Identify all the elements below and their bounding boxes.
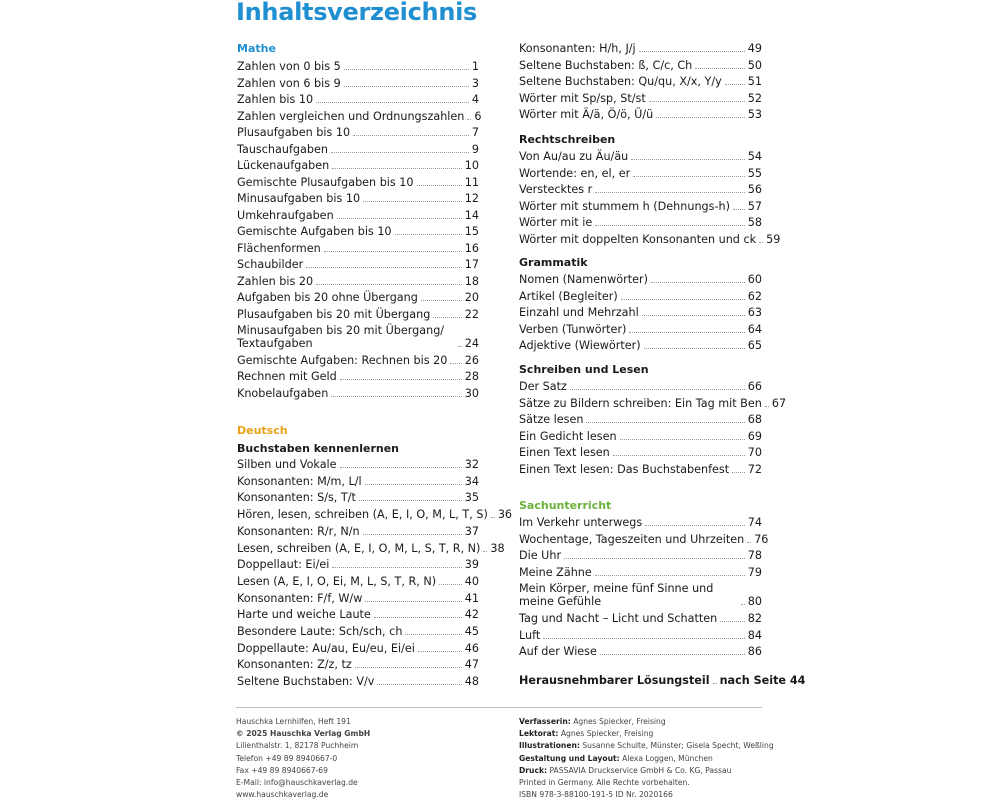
toc-leader-dots — [417, 185, 462, 186]
toc-leader-dots — [344, 69, 469, 70]
toc-entry-title: Konsonanten: M/m, L/l — [237, 474, 362, 488]
toc-entry-title: Konsonanten: S/s, T/t — [237, 491, 356, 505]
toc-entry — [237, 143, 479, 156]
toc-entry-page: 78 — [747, 549, 762, 563]
toc-entry — [519, 446, 762, 459]
toc-entry — [237, 387, 479, 400]
toc-entry-page: 26 — [464, 353, 479, 367]
toc-leader-dots — [365, 484, 462, 485]
toc-entry — [519, 430, 762, 443]
toc-entry — [237, 354, 479, 367]
imprint-line — [519, 753, 774, 765]
toc-entry — [237, 77, 479, 90]
toc-leader-dots — [332, 567, 461, 568]
toc-entry-title: Im Verkehr unterwegs — [519, 516, 643, 529]
toc-entry — [237, 475, 479, 488]
toc-entry-title: Sätze lesen — [519, 413, 584, 427]
toc-entry — [519, 645, 762, 658]
toc-leader-dots — [595, 575, 745, 576]
toc-entry-page: 65 — [747, 339, 762, 353]
toc-entry-page: 48 — [464, 675, 479, 689]
imprint-left — [236, 716, 370, 801]
imprint-right — [519, 716, 774, 801]
toc-entry — [519, 233, 781, 246]
toc-entry-title: Verben (Tunwörter) — [519, 322, 627, 336]
toc-entry-page: 10 — [464, 159, 479, 172]
imprint-line: E-Mail: info@hauschkaverlag.de — [236, 778, 358, 788]
imprint-line: Telefon +49 89 8940667-0 — [236, 753, 338, 763]
toc-entry-page: 84 — [747, 628, 762, 642]
toc-entry — [519, 396, 787, 410]
toc-entry-title: Aufgaben bis 20 ohne Übergang — [237, 291, 418, 304]
toc-entry — [237, 625, 479, 638]
section-heading: Rechtschreiben — [519, 133, 616, 146]
toc-leader-dots — [363, 201, 462, 202]
toc-entry — [237, 159, 479, 172]
toc-entry-page: 38 — [490, 541, 505, 555]
imprint-line: Lilienthalstr. 1, 82178 Puchheim — [236, 741, 359, 751]
imprint-line — [519, 716, 774, 728]
toc-leader-dots — [331, 152, 469, 153]
toc-entry-title: Konsonanten: R/r, N/n — [237, 524, 360, 538]
toc-leader-dots — [450, 363, 461, 364]
toc-entry — [237, 109, 482, 123]
toc-entry-page: 49 — [747, 42, 762, 55]
toc-entry-page: 52 — [747, 91, 762, 105]
imprint-line: Fax +49 89 8940667-69 — [236, 765, 328, 775]
toc-entry — [519, 413, 762, 426]
toc-entry-title: Minusaufgaben bis 20 mit Übergang/ Textaufgaben — [237, 324, 445, 350]
toc-entry — [237, 209, 479, 222]
toc-entry-page: 30 — [464, 386, 479, 400]
toc-entry-title: Seltene Buchstaben: ß, C/c, Ch — [519, 58, 693, 72]
toc-entry-page: 56 — [747, 183, 762, 197]
toc-leader-dots — [340, 379, 462, 380]
toc-entry — [519, 380, 762, 393]
imprint-line: Hauschka Lernhilfen, Heft 191 — [236, 717, 351, 726]
toc-entry-page: 55 — [747, 166, 762, 180]
toc-leader-dots — [433, 317, 461, 318]
toc-leader-dots — [765, 406, 769, 407]
toc-entry-title: Der Satz — [519, 380, 567, 393]
imprint-line — [519, 728, 774, 740]
toc-entry-page: 64 — [747, 322, 762, 336]
toc-entry-title: Tag und Nacht – Licht und Schatten — [519, 611, 718, 625]
toc-leader-dots — [418, 651, 462, 652]
toc-entry-page: 80 — [747, 595, 762, 609]
toc-entry — [237, 291, 479, 304]
toc-entry-title: Zahlen bis 10 — [237, 93, 314, 106]
toc-entry-title: Rechnen mit Geld — [237, 370, 337, 383]
toc-leader-dots — [732, 472, 745, 473]
toc-entry — [519, 532, 769, 546]
toc-entry-page: 62 — [747, 289, 762, 303]
toc-entry — [237, 126, 479, 139]
section-heading: Schreiben und Lesen — [519, 363, 649, 376]
toc-entry — [237, 308, 479, 321]
toc-leader-dots — [600, 654, 745, 655]
toc-entry — [519, 183, 762, 196]
toc-entry-page: 12 — [464, 192, 479, 205]
toc-leader-dots — [491, 517, 495, 518]
toc-leader-dots — [741, 604, 745, 605]
toc-entry-page: 74 — [747, 516, 762, 529]
page-title: Inhaltsverzeichnis — [236, 0, 478, 26]
toc-entry — [519, 516, 762, 529]
toc-entry-title: Wörter mit stummem h (Dehnungs-h) — [519, 199, 730, 213]
toc-entry-page: 11 — [464, 175, 479, 189]
imprint-label: Lektorat: — [519, 729, 559, 739]
toc-entry-page: 86 — [747, 645, 762, 659]
toc-leader-dots — [595, 192, 745, 193]
toc-leader-dots — [543, 638, 744, 639]
toc-entry-title: Konsonanten: H/h, J/j — [519, 42, 636, 55]
toc-entry-title: Ein Gedicht lesen — [519, 429, 617, 443]
toc-entry — [237, 258, 479, 271]
toc-entry — [237, 458, 479, 471]
toc-entry-title: Doppellaut: Ei/ei — [237, 558, 330, 572]
toc-leader-dots — [344, 86, 469, 87]
footer-divider — [236, 707, 762, 708]
toc-entry-page: 4 — [471, 93, 479, 106]
imprint-line — [519, 765, 774, 777]
toc-entry-page: 79 — [747, 565, 762, 579]
toc-entry — [519, 629, 762, 642]
imprint-value: Printed in Germany. Alle Rechte vorbehalten. — [519, 778, 690, 788]
toc-entry-title: Zahlen von 0 bis 5 — [237, 60, 341, 73]
toc-entry — [237, 642, 479, 655]
toc-entry — [519, 339, 762, 352]
toc-entry-page: 40 — [464, 574, 479, 588]
toc-entry — [237, 608, 479, 621]
toc-leader-dots — [564, 558, 745, 559]
imprint-line: www.hauschkaverlag.de — [236, 790, 329, 800]
toc-leader-dots — [353, 135, 469, 136]
toc-entry-title: Gemischte Aufgaben bis 10 — [237, 225, 392, 238]
toc-entry-title: Zahlen vergleichen und Ordnungszahlen — [237, 109, 465, 123]
toc-entry-title: Herausnehmbarer Lösungsteil — [519, 674, 710, 687]
toc-entry-page: 9 — [471, 142, 479, 156]
section-heading: Sachunterricht — [519, 499, 612, 512]
toc-entry-page: 50 — [747, 58, 762, 72]
section-heading: Mathe — [237, 42, 276, 55]
toc-leader-dots — [332, 168, 462, 169]
toc-entry-page: 22 — [464, 307, 479, 321]
imprint-line — [519, 789, 774, 801]
toc-entry-page: 46 — [464, 641, 479, 655]
toc-entry — [237, 541, 505, 555]
toc-entry-title: Die Uhr — [519, 549, 562, 563]
toc-entry — [237, 242, 479, 255]
toc-leader-dots — [644, 348, 745, 349]
toc-entry-page: 35 — [464, 491, 479, 505]
toc-entry-title: Silben und Vokale — [237, 458, 337, 471]
toc-leader-dots — [620, 439, 745, 440]
toc-entry-title: Flächenformen — [237, 241, 321, 255]
toc-entry — [237, 491, 479, 504]
toc-leader-dots — [713, 683, 717, 684]
toc-entry-title: Knobelaufgaben — [237, 386, 329, 400]
toc-entry-title: Gemischte Aufgaben: Rechnen bis 20 — [237, 353, 448, 367]
imprint-label: Gestaltung und Layout: — [519, 753, 620, 763]
imprint-label: Druck: — [519, 765, 548, 775]
toc-entry-title: Seltene Buchstaben: V/v — [237, 675, 375, 689]
toc-entry — [237, 525, 479, 538]
toc-entry-page: nach Seite 44 — [719, 674, 806, 687]
toc-entry-page: 63 — [747, 306, 762, 320]
toc-leader-dots — [629, 332, 744, 333]
toc-leader-dots — [631, 159, 744, 160]
toc-entry-page: 32 — [464, 458, 479, 471]
toc-entry-title: Konsonanten: F/f, W/w — [237, 591, 363, 605]
toc-entry-title: Wochentage, Tageszeiten und Uhrzeiten — [519, 532, 745, 546]
toc-entry-page: 28 — [464, 370, 479, 383]
toc-leader-dots — [374, 617, 462, 618]
toc-leader-dots — [421, 300, 462, 301]
toc-entry-title: Konsonanten: Z/z, tz — [237, 658, 352, 672]
toc-entry-title: Wörter mit Sp/sp, St/st — [519, 91, 646, 105]
toc-leader-dots — [651, 282, 745, 283]
imprint-value: Alexa Loggen, München — [622, 753, 713, 763]
imprint-line: © 2025 Hauschka Verlag GmbH — [236, 729, 371, 739]
toc-leader-dots — [733, 209, 745, 210]
toc-entry-page: 14 — [464, 208, 479, 222]
toc-entry-page: 3 — [471, 76, 479, 90]
toc-leader-dots — [633, 176, 745, 177]
toc-entry-title: Wörter mit Ä/ä, Ö/ö, Ü/ü — [519, 108, 654, 122]
toc-leader-dots — [467, 119, 471, 120]
toc-entry-page: 57 — [747, 199, 762, 213]
toc-entry-page: 69 — [747, 429, 762, 443]
toc-entry-title: Hören, lesen, schreiben (A, E, I, O, M, L, T, S) — [237, 508, 488, 522]
toc-entry — [237, 60, 479, 73]
toc-entry-page: 20 — [464, 291, 479, 304]
toc-leader-dots — [695, 68, 744, 69]
toc-leader-dots — [363, 534, 462, 535]
toc-leader-dots — [621, 299, 745, 300]
toc-entry-title: Einen Text lesen: Das Buchstabenfest — [519, 463, 730, 476]
toc-entry-page: 66 — [747, 380, 762, 393]
toc-leader-dots — [725, 84, 745, 85]
toc-leader-dots — [306, 267, 462, 268]
toc-entry — [237, 225, 479, 238]
toc-entry — [519, 612, 762, 625]
toc-entry-page: 6 — [474, 109, 482, 123]
imprint-value: Agnes Spiecker, Freising — [573, 717, 666, 726]
toc-entry-title: Luft — [519, 628, 541, 642]
toc-entry-page: 76 — [754, 532, 769, 546]
toc-entry — [237, 370, 479, 383]
toc-leader-dots — [483, 551, 487, 552]
toc-leader-dots — [316, 284, 462, 285]
toc-entry — [237, 575, 479, 588]
toc-entry-page: 41 — [464, 591, 479, 605]
toc-entry-page: 16 — [464, 241, 479, 255]
toc-entry-title: Plusaufgaben bis 10 — [237, 126, 351, 139]
toc-entry — [519, 59, 762, 72]
toc-entry-page: 18 — [464, 274, 479, 288]
toc-entry-page: 15 — [464, 225, 479, 238]
toc-entry-page: 39 — [464, 558, 479, 572]
toc-entry — [519, 273, 762, 286]
section-heading: Grammatik — [519, 256, 588, 269]
toc-entry-page: 37 — [464, 524, 479, 538]
toc-entry — [519, 150, 762, 163]
toc-entry-title: Sätze zu Bildern schreiben: Ein Tag mit Ben — [519, 396, 762, 410]
toc-entry-title: Wortende: en, el, er — [519, 166, 631, 180]
imprint-value: ISBN 978-3-88100-191-5 ID Nr. 2020166 — [519, 790, 673, 800]
toc-entry-title: Tauschaufgaben — [237, 142, 328, 156]
toc-entry — [519, 674, 806, 687]
toc-entry — [519, 290, 762, 303]
toc-entry-title: Wörter mit doppelten Konsonanten und ck — [519, 233, 757, 246]
toc-leader-dots — [355, 667, 462, 668]
toc-entry-title: Von Au/au zu Äu/äu — [519, 150, 629, 163]
toc-entry-page: 36 — [497, 508, 513, 522]
toc-entry-title: Lesen, schreiben (A, E, I, O, M, L, S, T, R, N) — [237, 541, 481, 555]
toc-entry-page: 34 — [464, 474, 479, 488]
toc-leader-dots — [645, 525, 745, 526]
toc-entry-title: Besondere Laute: Sch/sch, ch — [237, 625, 403, 638]
imprint-value: PASSAVIA Druckservice GmbH & Co. KG, Passau — [549, 765, 732, 775]
toc-entry-title: Umkehraufgaben — [237, 208, 334, 222]
toc-entry-title: Artikel (Begleiter) — [519, 289, 618, 303]
toc-entry — [237, 176, 479, 189]
toc-leader-dots — [439, 584, 462, 585]
toc-leader-dots — [405, 634, 461, 635]
toc-entry-page: 1 — [471, 60, 479, 73]
toc-entry-page: 7 — [471, 126, 479, 139]
toc-leader-dots — [395, 234, 462, 235]
toc-entry — [237, 508, 513, 522]
toc-entry-title: Verstecktes r — [519, 183, 593, 197]
toc-entry — [237, 675, 479, 688]
toc-entry-title: Mein Körper, meine fünf Sinne und meine Gefühle — [519, 582, 714, 609]
toc-entry-page: 60 — [747, 273, 762, 286]
toc-leader-dots — [377, 684, 461, 685]
toc-entry-title: Nomen (Namenwörter) — [519, 273, 648, 286]
toc-entry-page: 67 — [771, 396, 787, 410]
toc-entry-page: 24 — [464, 337, 479, 350]
toc-entry-title: Auf der Wiese — [519, 645, 597, 659]
toc-entry — [237, 93, 479, 106]
toc-leader-dots — [586, 422, 744, 423]
toc-entry-page: 42 — [464, 608, 479, 622]
toc-leader-dots — [316, 102, 469, 103]
toc-entry-title: Einzahl und Mehrzahl — [519, 306, 639, 320]
toc-entry-title: Wörter mit ie — [519, 216, 593, 230]
toc-entry-title: Zahlen bis 20 — [237, 274, 314, 288]
toc-entry-page: 17 — [464, 258, 479, 271]
toc-entry — [237, 592, 479, 605]
toc-entry — [519, 75, 762, 88]
toc-entry — [519, 463, 762, 476]
imprint-line — [519, 777, 774, 789]
toc-entry-page: 72 — [747, 463, 762, 476]
toc-leader-dots — [642, 315, 745, 316]
toc-entry — [237, 658, 479, 671]
toc-leader-dots — [595, 225, 745, 226]
toc-leader-dots — [340, 467, 462, 468]
toc-leader-dots — [747, 542, 751, 543]
toc-entry — [519, 582, 762, 608]
toc-entry — [519, 42, 762, 55]
toc-leader-dots — [720, 621, 745, 622]
toc-entry-page: 58 — [747, 216, 762, 230]
toc-entry — [237, 558, 479, 571]
toc-entry-title: Plusaufgaben bis 20 mit Übergang — [237, 307, 431, 321]
toc-entry-page: 68 — [747, 413, 762, 427]
toc-leader-dots — [613, 455, 745, 456]
toc-entry-title: Adjektive (Wiewörter) — [519, 339, 641, 353]
toc-entry-title: Lesen (A, E, I, O, Ei, M, L, S, T, R, N) — [237, 574, 437, 588]
toc-entry-title: Einen Text lesen — [519, 446, 610, 460]
toc-entry-page: 82 — [747, 611, 762, 625]
toc-entry-title: Gemischte Plusaufgaben bis 10 — [237, 175, 414, 189]
toc-entry — [237, 324, 479, 350]
toc-entry — [519, 566, 762, 579]
toc-entry — [519, 306, 762, 319]
toc-entry-title: Meine Zähne — [519, 565, 592, 579]
toc-entry — [519, 200, 762, 213]
toc-entry-title: Minusaufgaben bis 10 — [237, 192, 361, 205]
toc-entry-page: 53 — [747, 108, 762, 122]
toc-entry-title: Doppellaute: Au/au, Eu/eu, Ei/ei — [237, 641, 415, 655]
section-heading: Buchstaben kennenlernen — [237, 442, 400, 455]
toc-entry — [519, 549, 762, 562]
toc-leader-dots — [331, 396, 461, 397]
toc-entry-title: Lückenaufgaben — [237, 159, 330, 172]
toc-leader-dots — [649, 101, 745, 102]
imprint-line — [519, 740, 774, 752]
toc-entry — [519, 216, 762, 229]
toc-entry — [237, 192, 479, 205]
toc-entry-title: Zahlen von 6 bis 9 — [237, 76, 341, 90]
toc-entry-title: Seltene Buchstaben: Qu/qu, X/x, Y/y — [519, 75, 722, 89]
toc-entry-page: 54 — [747, 150, 762, 163]
toc-leader-dots — [337, 218, 462, 219]
imprint-label: Verfasserin: — [519, 717, 571, 726]
imprint-value: Susanne Schulte, Münster; Gisela Specht, Weßling — [582, 741, 774, 751]
toc-leader-dots — [639, 51, 745, 52]
section-heading: Deutsch — [237, 424, 288, 437]
toc-entry — [237, 275, 479, 288]
toc-leader-dots — [570, 389, 745, 390]
toc-leader-dots — [365, 601, 461, 602]
toc-entry-title: Harte und weiche Laute — [237, 608, 371, 622]
toc-entry-title: Schaubilder — [237, 258, 304, 271]
toc-entry — [519, 167, 762, 180]
toc-entry-page: 70 — [747, 446, 762, 460]
toc-leader-dots — [656, 117, 745, 118]
imprint-label: Illustrationen: — [519, 741, 580, 751]
toc-entry — [519, 92, 762, 105]
toc-leader-dots — [324, 251, 462, 252]
toc-entry-page: 59 — [766, 233, 781, 246]
toc-entry — [519, 323, 762, 336]
toc-entry-page: 45 — [464, 625, 479, 638]
toc-leader-dots — [359, 500, 462, 501]
toc-leader-dots — [458, 346, 462, 347]
imprint-value: Agnes Spiecker, Freising — [560, 729, 654, 739]
toc-entry-page: 47 — [464, 658, 479, 672]
toc-leader-dots — [759, 242, 763, 243]
toc-entry — [519, 108, 762, 121]
toc-entry-page: 51 — [747, 75, 762, 89]
